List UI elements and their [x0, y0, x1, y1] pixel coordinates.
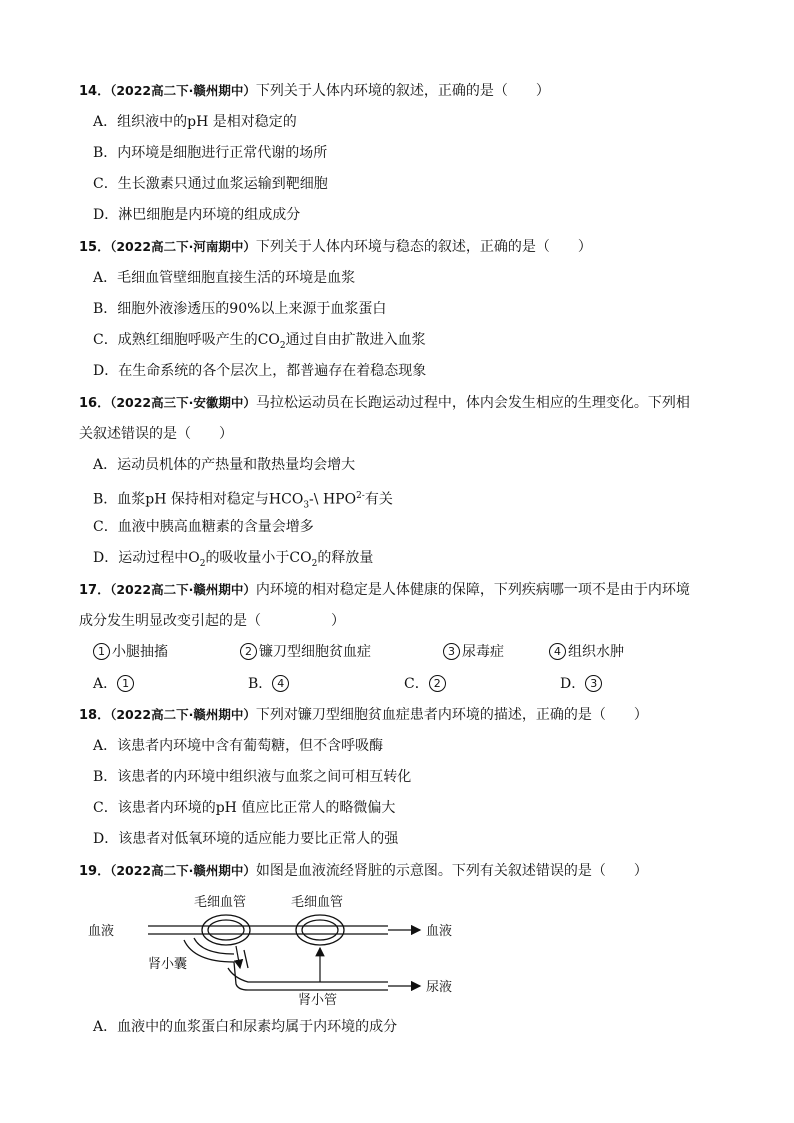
question-18-option-d: D．该患者对低氧环境的适应能力要比正常人的强	[93, 831, 399, 847]
capillary-label-2: 毛细血管	[291, 895, 344, 910]
question-15-option-d: D．在生命系统的各个层次上，都普遍存在着稳态现象	[93, 363, 427, 379]
filtration-arrow	[236, 946, 240, 968]
question-16-option-d: D．运动过程中$O_2$的吸收量小于$CO_2$的释放量	[93, 550, 374, 569]
question-15-option-c: C．成熟红细胞呼吸产生的$CO_2$通过自由扩散进入血浆	[93, 332, 426, 351]
question-18-option-b: B．该患者的内环境中组织液与血浆之间可相互转化	[93, 769, 412, 785]
question-16-option-a: A．运动员机体的产热量和散热量均会增大	[93, 457, 356, 473]
blood-out-label: 血液	[426, 924, 453, 939]
question-17-option-d: D． 3	[560, 674, 604, 694]
blood-in-label: 血液	[88, 924, 115, 939]
question-14-option-c: C．生长激素只通过血浆运输到靶细胞	[93, 176, 328, 192]
question-14-option-a: A．组织液中的pH 是相对稳定的	[93, 114, 297, 130]
question-17-stem: 17．（2022高二下·赣州期中）内环境的相对稳定是人体健康的保障，下列疾病哪一项不是由于内环境	[79, 582, 690, 598]
question-16-stem-cont: 关叙述错误的是（ ）	[79, 426, 233, 442]
question-18-option-c: C．该患者内环境的pH 值应比正常人的略微偏大	[93, 800, 396, 816]
question-14-stem: 14．（2022高二下·赣州期中）下列关于人体内环境的叙述，正确的是（ ）	[79, 83, 550, 99]
capsule-label: 肾小囊	[148, 957, 188, 972]
tubule-label: 肾小管	[298, 993, 338, 1008]
question-19-option-a: A．血液中的血浆蛋白和尿素均属于内环境的成分	[93, 1019, 398, 1035]
question-17-item-2: 2 镰刀型细胞贫血症	[240, 642, 371, 662]
question-14-option-d: D．淋巴细胞是内环境的组成成分	[93, 207, 301, 223]
question-17-item-1: 1 小腿抽搐	[93, 642, 168, 662]
urine-label: 尿液	[426, 980, 453, 995]
question-17-item-3: 3 尿毒症	[443, 642, 504, 662]
question-17-option-a: A． 1	[93, 674, 136, 694]
question-17-stem-cont: 成分发生明显改变引起的是（ ）	[79, 613, 345, 629]
question-17-item-4: 4 组织水肿	[549, 642, 624, 662]
kidney-blood-flow-diagram	[88, 888, 468, 1008]
question-17-option-c: C． 2	[404, 674, 448, 694]
question-16-stem: 16．（2022高三下·安徽期中）马拉松运动员在长跑运动过程中，体内会发生相应的生理变化。下列相	[79, 395, 690, 411]
capillary-label-1: 毛细血管	[194, 895, 247, 910]
question-16-option-c: C．血液中胰高血糖素的含量会增多	[93, 519, 314, 535]
question-15-option-a: A．毛细血管壁细胞直接生活的环境是血浆	[93, 270, 356, 286]
question-15-option-b: B．细胞外液渗透压的90%以上来源于血浆蛋白	[93, 301, 387, 317]
question-18-option-a: A．该患者内环境中含有葡萄糖，但不含呼吸酶	[93, 738, 384, 754]
renal-tubule	[184, 938, 388, 990]
question-18-stem: 18．（2022高二下·赣州期中）下列对镰刀型细胞贫血症患者内环境的描述，正确的是（ ）	[79, 707, 648, 723]
question-16-option-b: B．血浆pH 保持相对稳定与$HCO_3-\backslash$ $HPO^{2-}$有关	[93, 491, 393, 511]
question-17-option-b: B． 4	[248, 674, 291, 694]
question-19-stem: 19．（2022高二下·赣州期中）如图是血液流经肾脏的示意图。下列有关叙述错误的是（ ）	[79, 863, 648, 879]
question-15-stem: 15．（2022高二下·河南期中）下列关于人体内环境与稳态的叙述，正确的是（ ）	[79, 239, 592, 255]
question-14-option-b: B．内环境是细胞进行正常代谢的场所	[93, 145, 328, 161]
